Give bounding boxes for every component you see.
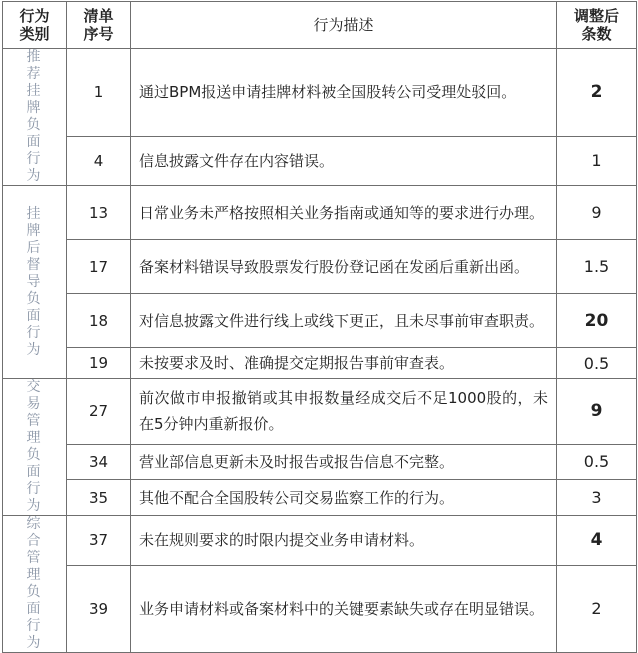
adjusted-count-cell: 2 bbox=[557, 49, 637, 137]
list-no-cell: 13 bbox=[67, 186, 131, 240]
table-row bbox=[3, 294, 637, 348]
list-no-cell: 19 bbox=[67, 348, 131, 379]
adjusted-count-cell: 0.5 bbox=[557, 348, 637, 379]
table-row bbox=[3, 348, 637, 379]
category-cell bbox=[3, 49, 67, 186]
category-cell bbox=[3, 379, 67, 516]
adjusted-count-cell: 0.5 bbox=[557, 444, 637, 480]
category-label: 交易管理负面行为 bbox=[26, 379, 43, 514]
list-no-cell: 35 bbox=[67, 480, 131, 516]
list-no-cell: 39 bbox=[67, 565, 131, 652]
category-cell bbox=[3, 516, 67, 653]
description-cell: 未按要求及时、准确提交定期报告事前审查表。 bbox=[131, 348, 557, 379]
description-cell: 营业部信息更新未及时报告或报告信息不完整。 bbox=[131, 444, 557, 480]
description-cell: 业务申请材料或备案材料中的关键要素缺失或存在明显错误。 bbox=[131, 565, 557, 652]
category-label: 挂牌后督导负面行为 bbox=[26, 205, 43, 358]
table-row bbox=[3, 565, 637, 652]
adjusted-count-cell: 1 bbox=[557, 136, 637, 185]
description-cell: 其他不配合全国股转公司交易监察工作的行为。 bbox=[131, 480, 557, 516]
behavior-table bbox=[2, 1, 637, 653]
adjusted-count-cell: 4 bbox=[557, 516, 637, 566]
description-cell: 备案材料错误导致股票发行股份登记函在发函后重新出函。 bbox=[131, 240, 557, 294]
list-no-cell: 18 bbox=[67, 294, 131, 348]
description-cell: 未在规则要求的时限内提交业务申请材料。 bbox=[131, 516, 557, 566]
header-description: 行为描述 bbox=[131, 2, 557, 49]
category-label: 综合管理负面行为 bbox=[26, 516, 43, 651]
table-body bbox=[3, 49, 637, 653]
adjusted-count-cell: 20 bbox=[557, 294, 637, 348]
table-row bbox=[3, 136, 637, 185]
list-no-cell: 27 bbox=[67, 379, 131, 445]
description-cell: 通过BPM报送申请挂牌材料被全国股转公司受理处驳回。 bbox=[131, 49, 557, 137]
adjusted-count-cell: 3 bbox=[557, 480, 637, 516]
category-label: 推荐挂牌负面行为 bbox=[26, 49, 43, 184]
description-cell: 对信息披露文件进行线上或线下更正，且未尽事前审查职责。 bbox=[131, 294, 557, 348]
adjusted-count-cell: 1.5 bbox=[557, 240, 637, 294]
table-row bbox=[3, 49, 637, 137]
list-no-cell: 4 bbox=[67, 136, 131, 185]
adjusted-count-cell: 2 bbox=[557, 565, 637, 652]
table-row bbox=[3, 480, 637, 516]
description-cell: 日常业务未严格按照相关业务指南或通知等的要求进行办理。 bbox=[131, 186, 557, 240]
list-no-cell: 17 bbox=[67, 240, 131, 294]
table-row bbox=[3, 379, 637, 445]
header-category: 行为类别 bbox=[3, 2, 67, 49]
table-header-row bbox=[3, 2, 637, 49]
header-adjusted-count: 调整后条数 bbox=[557, 2, 637, 49]
table-row bbox=[3, 516, 637, 566]
category-cell bbox=[3, 186, 67, 379]
description-cell: 前次做市申报撤销或其申报数量经成交后不足1000股的，未在5分钟内重新报价。 bbox=[131, 379, 557, 445]
list-no-cell: 37 bbox=[67, 516, 131, 566]
list-no-cell: 34 bbox=[67, 444, 131, 480]
table-row bbox=[3, 186, 637, 240]
adjusted-count-cell: 9 bbox=[557, 379, 637, 445]
table-row bbox=[3, 444, 637, 480]
list-no-cell: 1 bbox=[67, 49, 131, 137]
adjusted-count-cell: 9 bbox=[557, 186, 637, 240]
description-cell: 信息披露文件存在内容错误。 bbox=[131, 136, 557, 185]
table-row bbox=[3, 240, 637, 294]
header-list-no: 清单序号 bbox=[67, 2, 131, 49]
